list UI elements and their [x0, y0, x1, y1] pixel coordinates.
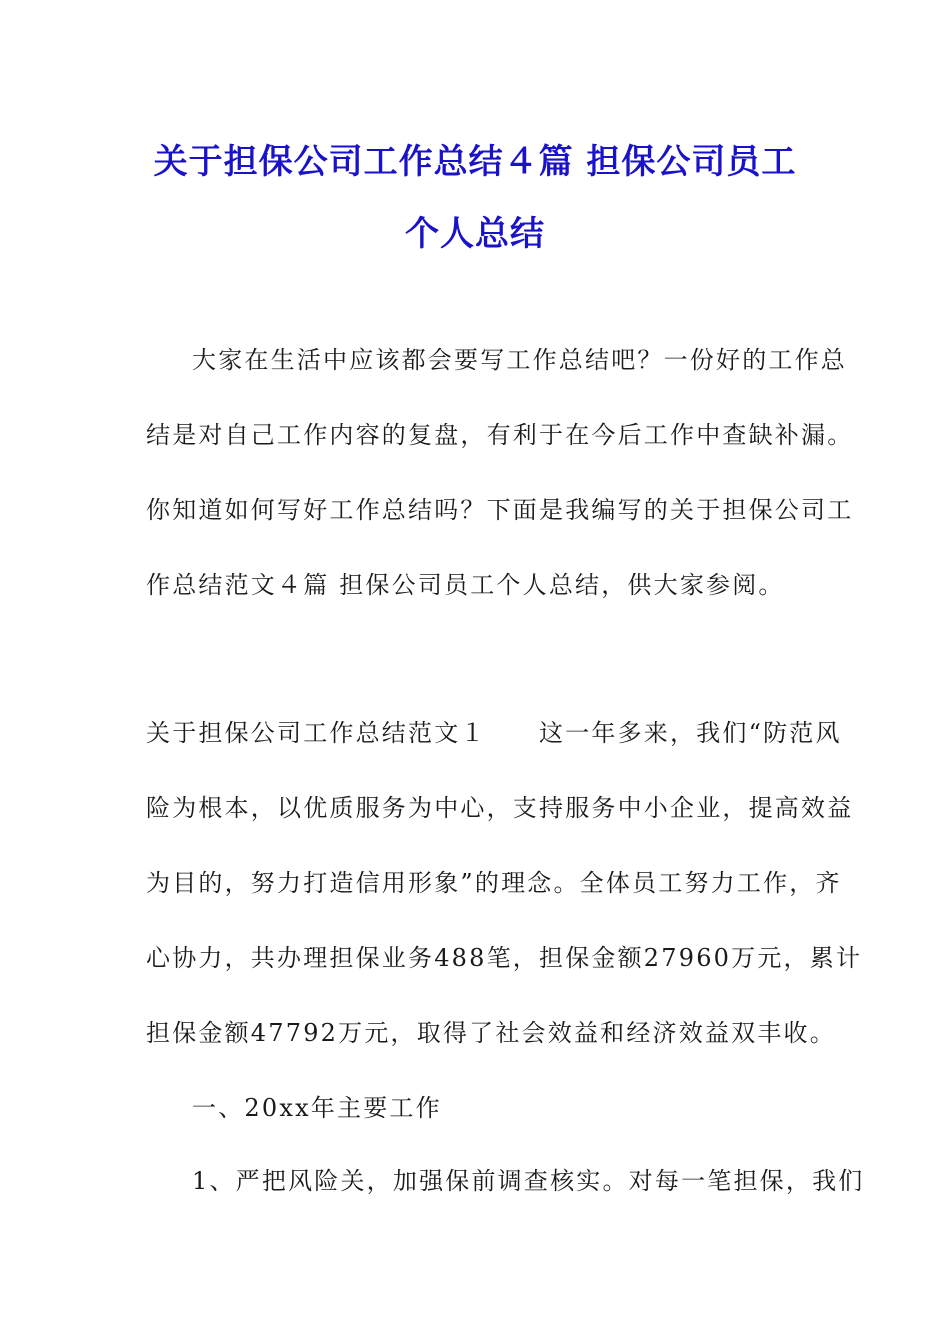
intro-line-3: 你知道如何写好工作总结吗？下面是我编写的关于担保公司工	[146, 496, 854, 524]
section1-line-5: 担保金额47792万元，取得了社会效益和经济效益双丰收。	[146, 1019, 836, 1047]
section1-line-2: 险为根本，以优质服务为中心，支持服务中小企业，提高效益	[146, 794, 854, 822]
document-title-line-2: 个人总结	[405, 214, 545, 254]
section1-heading: 一、20xx年主要工作	[192, 1094, 442, 1122]
section1-line-3: 为目的，努力打造信用形象”的理念。全体员工努力工作，齐	[146, 869, 842, 897]
section1-item-1: 1、严把风险关，加强保前调查核实。对每一笔担保，我们	[192, 1167, 865, 1195]
intro-line-1: 大家在生活中应该都会要写工作总结吧？一份好的工作总	[192, 346, 847, 374]
section1-line-4: 心协力，共办理担保业务488笔，担保金额27960万元，累计	[146, 944, 863, 972]
document-title-line-1: 关于担保公司工作总结４篇 担保公司员工	[153, 142, 797, 182]
intro-line-2: 结是对自己工作内容的复盘，有利于在今后工作中查缺补漏。	[146, 421, 854, 449]
intro-line-4: 作总结范文４篇 担保公司员工个人总结，供大家参阅。	[146, 571, 785, 599]
section1-line-1: 关于担保公司工作总结范文１ 这一年多来，我们“防范风	[146, 719, 842, 747]
